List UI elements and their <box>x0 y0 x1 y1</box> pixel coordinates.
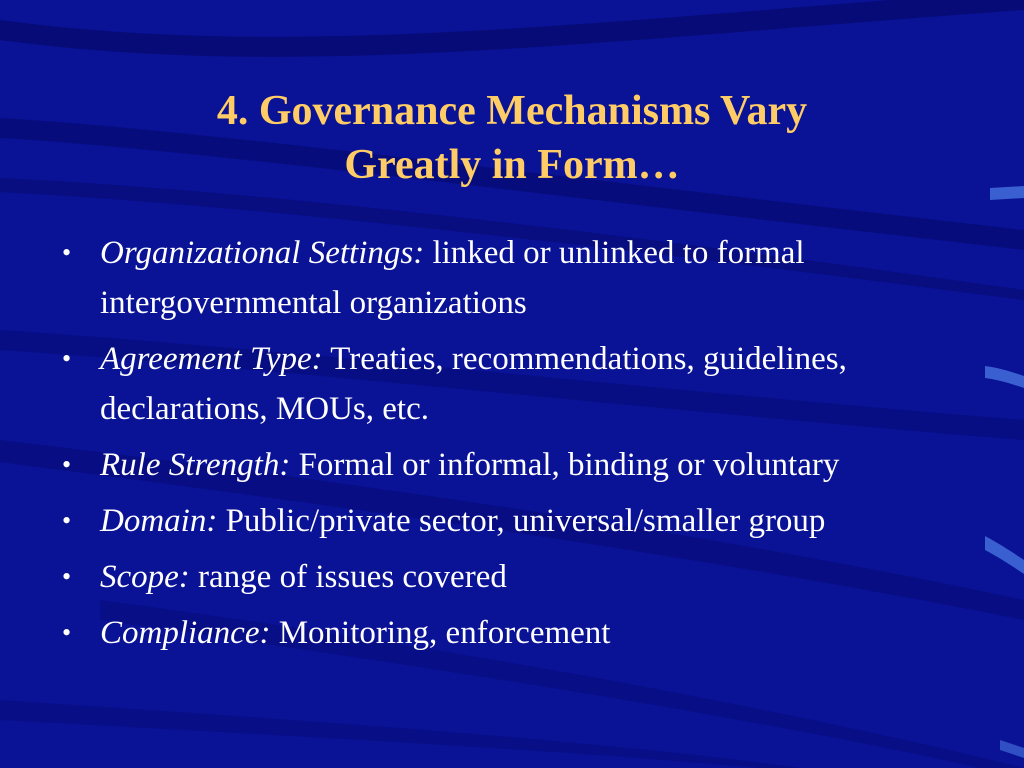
bullet-term: Organizational Settings: <box>100 235 425 271</box>
bullet-text: Treaties, recommendations, guidelines, declarations, MOUs, etc. <box>100 341 847 427</box>
bullet-item <box>62 228 1012 328</box>
bullet-item <box>62 334 1012 434</box>
bullet-text: range of issues covered <box>189 559 507 595</box>
bullet-item <box>62 552 1012 602</box>
stripe-band <box>0 0 1024 57</box>
title-line-2: Greatly in Form… <box>344 142 680 188</box>
bullet-text: Public/private sector, universal/smaller group <box>217 503 826 539</box>
bullet-icon: • <box>62 562 72 591</box>
bullet-list <box>62 228 1012 664</box>
bullet-icon: • <box>62 450 72 479</box>
bullet-icon: • <box>62 618 72 647</box>
bullet-icon: • <box>62 238 72 267</box>
bullet-text: Formal or informal, binding or voluntary <box>290 447 840 483</box>
bullet-term: Domain: <box>100 503 218 539</box>
bullet-term: Scope: <box>100 559 190 595</box>
stripe-band <box>0 700 800 768</box>
stripe-accent <box>1000 740 1024 758</box>
bullet-term: Rule Strength: <box>100 447 291 483</box>
bullet-term: Compliance: <box>100 615 271 651</box>
bullet-item <box>62 440 1012 490</box>
bullet-text: Monitoring, enforcement <box>270 615 611 651</box>
bullet-term: Agreement Type: <box>100 341 323 377</box>
bullet-item <box>62 608 1012 658</box>
bullet-item <box>62 496 1012 546</box>
bullet-icon: • <box>62 506 72 535</box>
bullet-icon: • <box>62 344 72 373</box>
bullet-text: linked or unlinked to formal intergovernmental organizations <box>100 235 805 321</box>
title-line-1: 4. Governance Mechanisms Vary <box>216 88 808 134</box>
slide-title <box>0 84 1024 192</box>
